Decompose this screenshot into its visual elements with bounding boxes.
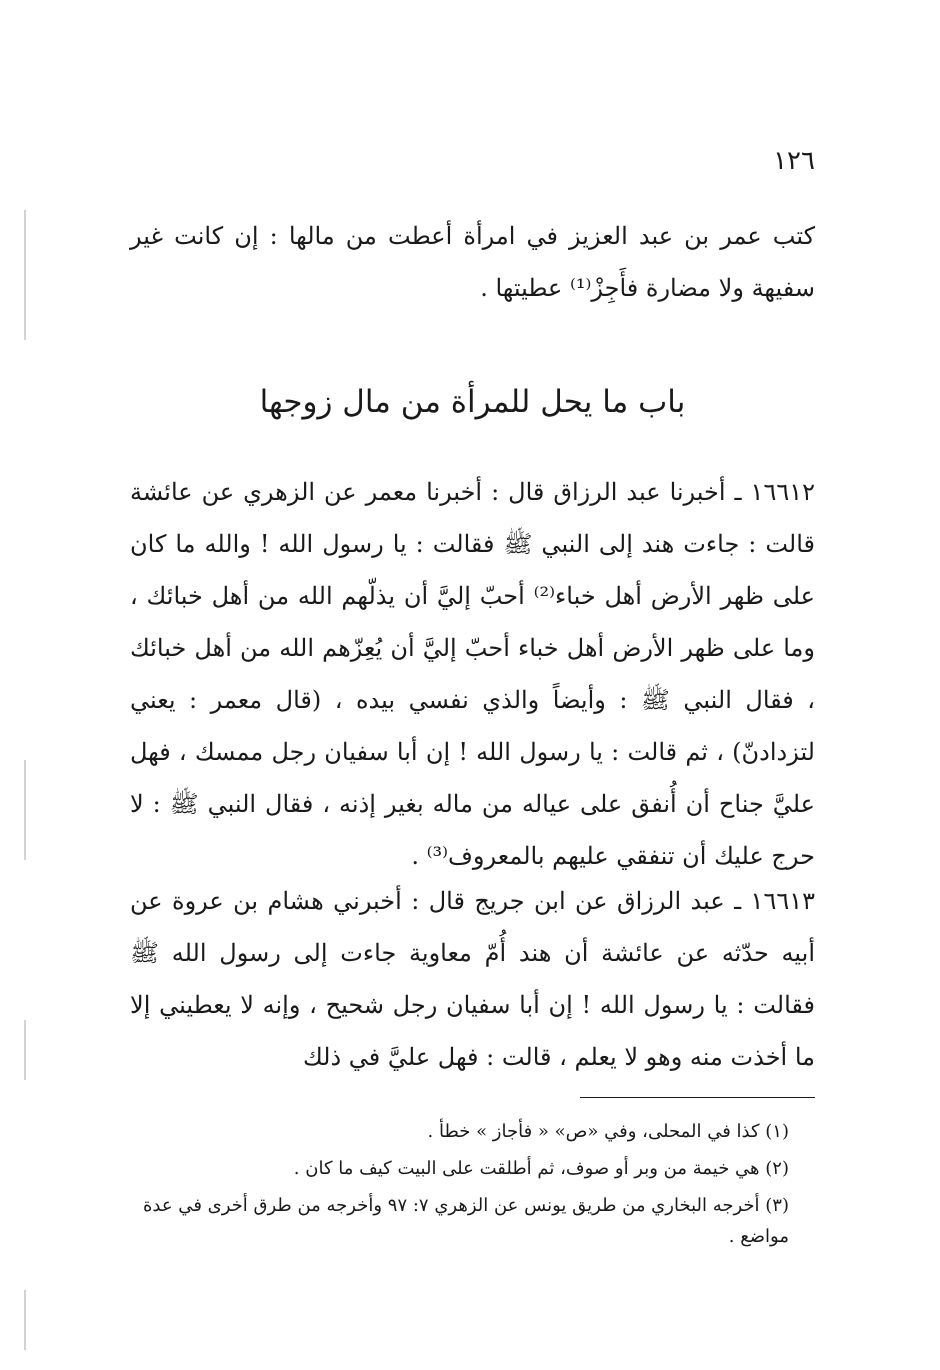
- footnote-1: (١) كذا في المحلى، وفي «ص» « فأجاز » خطأ .: [427, 1121, 789, 1142]
- page-number: ١٢٦: [773, 146, 815, 176]
- chapter-title: باب ما يحل للمرأة من مال زوجها: [259, 384, 686, 420]
- book-page: [130, 0, 815, 1370]
- footnote-2: (٢) هي خيمة من وبر أو صوف، ثم أطلقت على البيت كيف ما كان .: [293, 1158, 789, 1179]
- footnote-3: (٣) أخرجه البخاري من طريق يونس عن الزهري ٧: ٩٧ وأخرجه من طرق أخرى في عدة مواضع .: [142, 1195, 789, 1247]
- footnote-separator: [580, 1097, 815, 1098]
- scan-edge-line-top: [24, 210, 26, 340]
- scan-edge-line-bottom: [24, 1290, 26, 1350]
- scan-edge-line-middle: [24, 760, 26, 860]
- footnotes: [130, 1116, 815, 1258]
- hadith-16612: ١٦٦١٢ ـ أخبرنا عبد الرزاق قال : أخبرنا معمر عن الزهري عن عائشة قالت : جاءت هند إلى النبي ﷺ فقالت : يا رسول الله ! والله ما كان على ظهر الأرض أهل خباء⁽²⁾ أحبّ إليَّ أن يذلّهم الله من أهل خبائك ، وما على ظهر الأرض أهل خباء أحبّ إليَّ أن يُعِزّهم الله من أهل خبائك ، فقال النبي ﷺ : وأيضاً والذي نفسي بيده ، (قال معمر : يعني لتزدادنّ) ، ثم قالت : يا رسول الله ! إن أبا سفيان رجل ممسك ، فهل عليَّ جناح أن أُنفق على عياله من ماله بغير إذنه ، فقال النبي ﷺ : لا حرج عليك أن تنفقي عليهم بالمعروف⁽³⁾ .: [130, 478, 815, 870]
- hadith-16613: ١٦٦١٣ ـ عبد الرزاق عن ابن جريج قال : أخبرني هشام بن عروة عن أبيه حدّثه عن عائشة أن هند أُمّ معاوية جاءت إلى رسول الله ﷺ فقالت : يا رسول الله ! إن أبا سفيان رجل شحيح ، وإنه لا يعطيني إلا ما أخذت منه وهو لا يعلم ، قالت : فهل عليَّ في ذلك: [130, 887, 815, 1071]
- scan-edge-line-lower: [24, 1020, 26, 1080]
- intro-paragraph: كتب عمر بن عبد العزيز في امرأة أعطت من مالها : إن كانت غير سفيهة ولا مضارة فأَجِزْ⁽¹⁾ عطيتها .: [130, 222, 815, 302]
